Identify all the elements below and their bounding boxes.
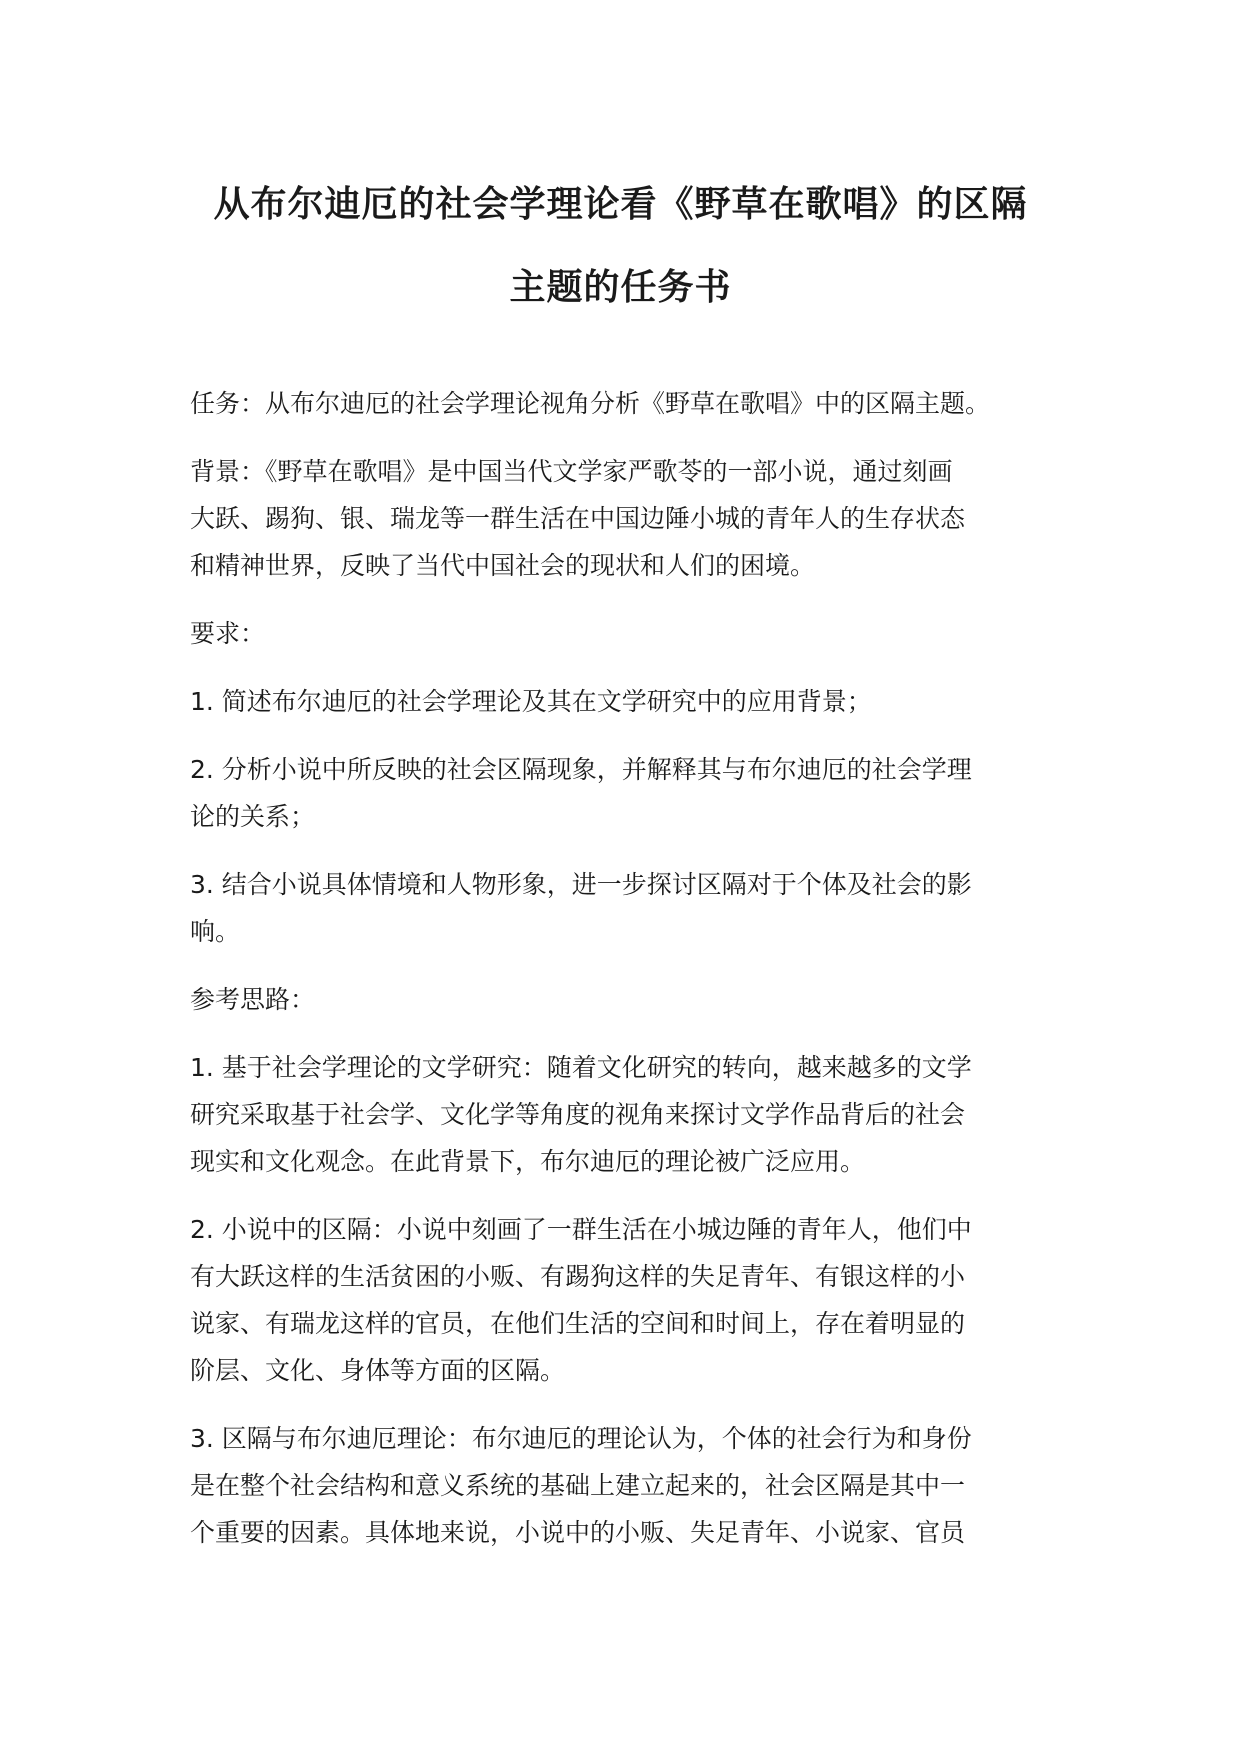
text-line: 参考思路： bbox=[190, 985, 316, 1014]
paragraph-background bbox=[190, 448, 1090, 589]
paragraph-requirement-2 bbox=[190, 746, 1090, 840]
text-line: 有大跃这样的生活贫困的小贩、有踢狗这样的失足青年、有银这样的小 bbox=[190, 1262, 966, 1291]
text-line: 2. 小说中的区隔：小说中刻画了一群生活在小城边陲的青年人，他们中 bbox=[190, 1215, 972, 1244]
text-line: 论的关系； bbox=[190, 802, 316, 831]
text-line: 2. 分析小说中所反映的社会区隔现象，并解释其与布尔迪厄的社会学理 bbox=[190, 755, 972, 784]
text-line: 背景：《野草在歌唱》是中国当代文学家严歌苓的一部小说，通过刻画 bbox=[190, 457, 953, 486]
paragraph-reference-1 bbox=[190, 1044, 1090, 1185]
paragraph-task bbox=[190, 380, 1090, 427]
text-line: 说家、有瑞龙这样的官员，在他们生活的空间和时间上，存在着明显的 bbox=[190, 1309, 966, 1338]
text-line: 3. 结合小说具体情境和人物形象，进一步探讨区隔对于个体及社会的影 bbox=[190, 870, 972, 899]
text-line: 1. 基于社会学理论的文学研究：随着文化研究的转向，越来越多的文学 bbox=[190, 1053, 972, 1082]
text-line: 1. 简述布尔迪厄的社会学理论及其在文学研究中的应用背景； bbox=[190, 687, 872, 716]
text-line: 大跃、踢狗、银、瑞龙等一群生活在中国边陲小城的青年人的生存状态 bbox=[190, 504, 966, 533]
text-line: 3. 区隔与布尔迪厄理论：布尔迪厄的理论认为，个体的社会行为和身份 bbox=[190, 1424, 972, 1453]
document-title-line-2: 主题的任务书 bbox=[509, 267, 732, 308]
document-title-line-1: 从布尔迪厄的社会学理论看《野草在歌唱》的区隔 bbox=[213, 184, 1028, 225]
text-line: 响。 bbox=[190, 917, 241, 946]
text-line: 任务：从布尔迪厄的社会学理论视角分析《野草在歌唱》中的区隔主题。 bbox=[190, 389, 991, 418]
text-line: 是在整个社会结构和意义系统的基础上建立起来的，社会区隔是其中一 bbox=[190, 1471, 966, 1500]
text-line: 个重要的因素。具体地来说，小说中的小贩、失足青年、小说家、官员 bbox=[190, 1518, 966, 1547]
text-line: 和精神世界，反映了当代中国社会的现状和人们的困境。 bbox=[190, 551, 816, 580]
paragraph-reference-3 bbox=[190, 1415, 1090, 1556]
text-line: 研究采取基于社会学、文化学等角度的视角来探讨文学作品背后的社会 bbox=[190, 1100, 966, 1129]
text-line: 现实和文化观念。在此背景下，布尔迪厄的理论被广泛应用。 bbox=[190, 1147, 866, 1176]
document-body bbox=[190, 380, 1090, 1577]
paragraph-requirement-3 bbox=[190, 861, 1090, 955]
paragraph-requirement-1 bbox=[190, 678, 1090, 725]
paragraph-reference-2 bbox=[190, 1206, 1090, 1394]
text-line: 要求： bbox=[190, 619, 266, 648]
paragraph-requirements-heading bbox=[190, 610, 1090, 657]
text-line: 阶层、文化、身体等方面的区隔。 bbox=[190, 1356, 566, 1385]
paragraph-reference-heading bbox=[190, 976, 1090, 1023]
